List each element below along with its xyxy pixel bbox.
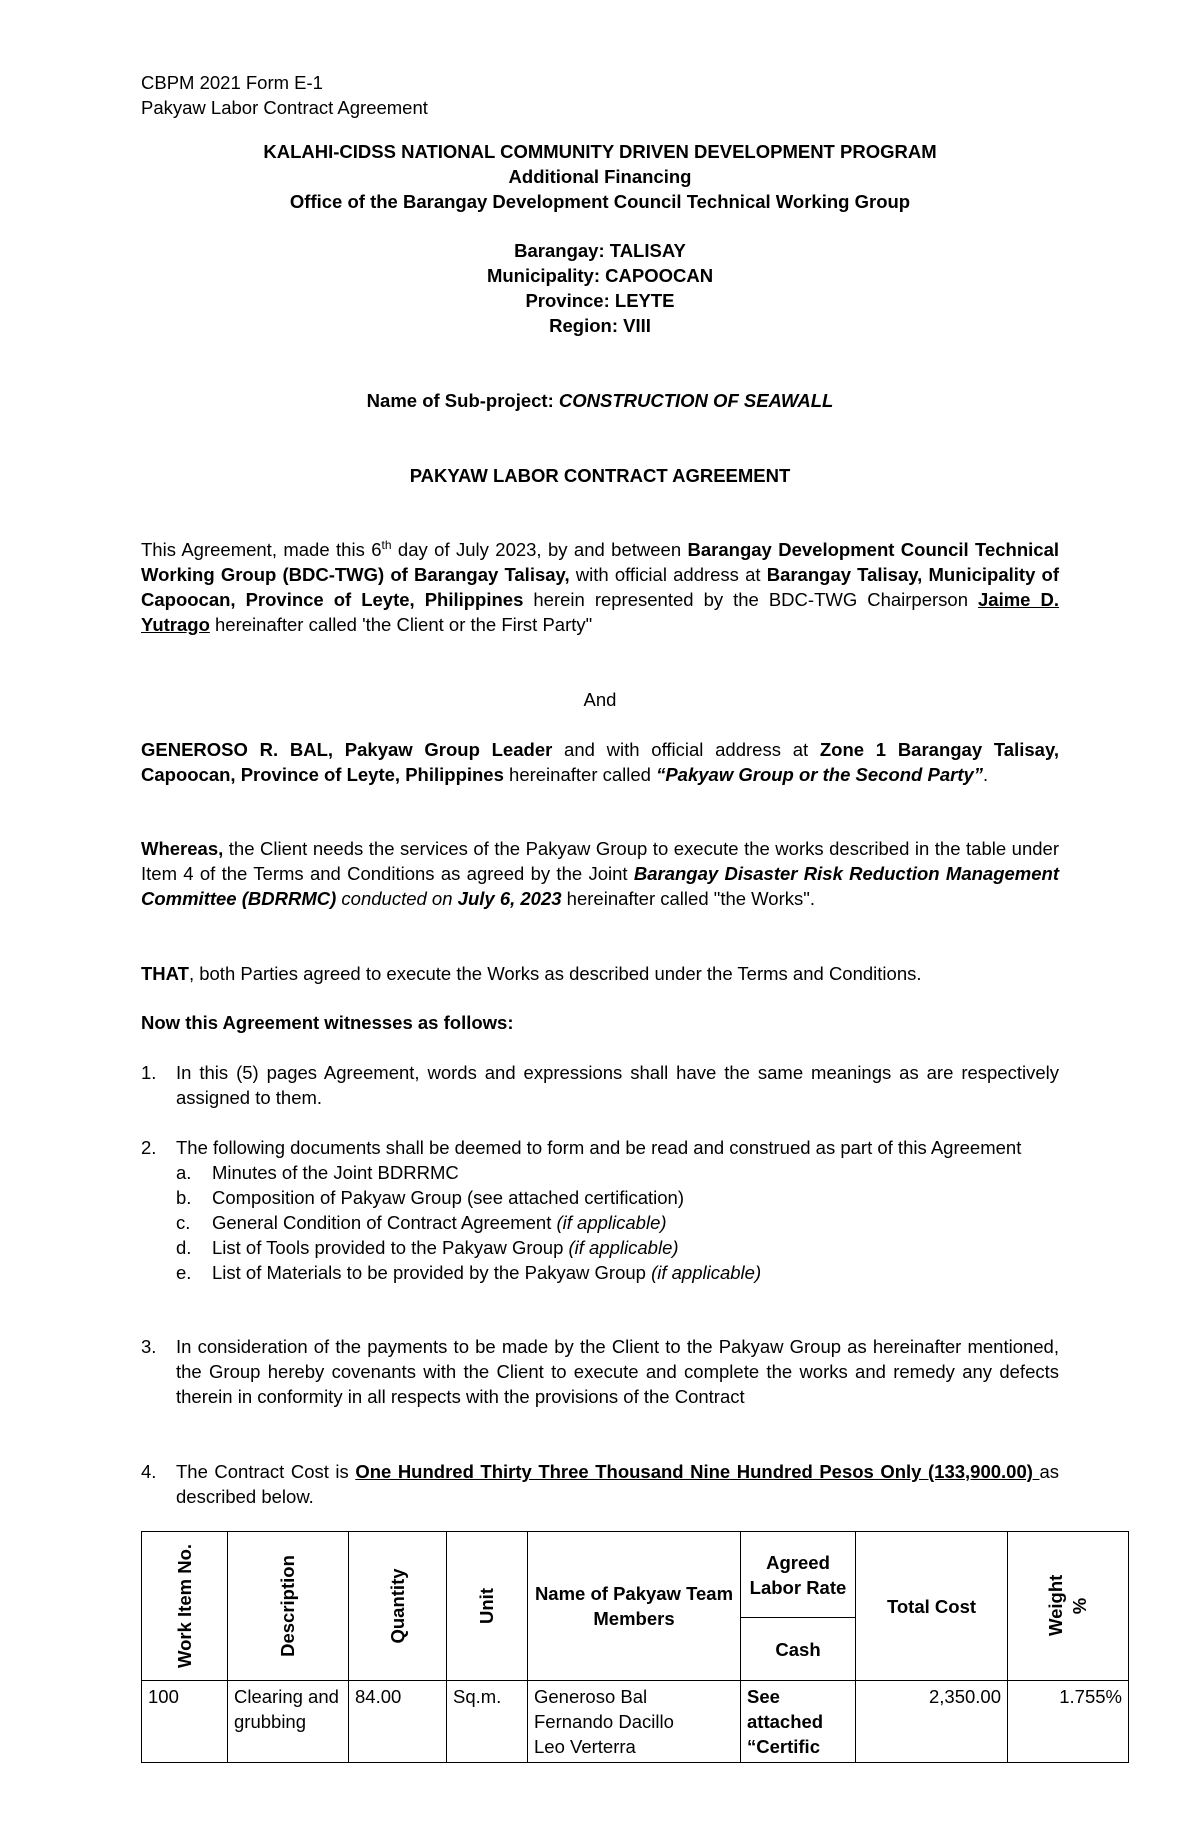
cell-weight: 1.755% bbox=[1008, 1681, 1129, 1763]
form-title: Pakyaw Labor Contract Agreement bbox=[141, 97, 428, 118]
cell-rate: See attached “Certific bbox=[741, 1681, 856, 1763]
table-header-row bbox=[142, 1532, 1129, 1618]
list-text: In consideration of the payments to be made by the Client to the Pakyaw Group as hereinafter mentioned, the Group hereby covenants with the Client to execute and complete the works and remedy any defects therein in conformity in all respects with the provisions of the Contract bbox=[176, 1336, 1059, 1407]
header-quantity bbox=[349, 1532, 447, 1681]
header-text: Weight % bbox=[1045, 1574, 1090, 1636]
sub-text: General Condition of Contract Agreement bbox=[212, 1212, 557, 1233]
intro-text: hereinafter called "the Works". bbox=[561, 888, 815, 909]
list-number: 1. bbox=[141, 1062, 157, 1083]
sub-text: Minutes of the Joint BDRRMC bbox=[212, 1162, 459, 1183]
list-number: 2. bbox=[141, 1137, 157, 1158]
list-item bbox=[141, 1135, 1059, 1285]
sub-letter: a. bbox=[176, 1162, 192, 1183]
office-line: Office of the Barangay Development Council Technical Working Group bbox=[289, 191, 911, 212]
list-text bbox=[176, 1459, 1059, 1509]
subproject-label: Name of Sub-project: bbox=[366, 390, 559, 411]
municipality-line: Municipality: CAPOOCAN bbox=[486, 265, 714, 286]
list-item bbox=[141, 1060, 1059, 1110]
list-number: 4. bbox=[141, 1461, 157, 1482]
header-description bbox=[228, 1532, 349, 1681]
header-text: Work Item No. bbox=[173, 1543, 195, 1669]
meeting-date: July 6, 2023 bbox=[457, 888, 562, 909]
intro-text: This Agreement, made this 6 bbox=[141, 539, 382, 560]
list-text: In this (5) pages Agreement, words and expressions shall have the same meanings as are respectively assigned to them. bbox=[176, 1062, 1059, 1108]
subproject-line bbox=[141, 388, 1059, 413]
header-rate: Agreed Labor Rate bbox=[741, 1532, 856, 1618]
contract-cost-amount: One Hundred Thirty Three Thousand Nine Hundred Pesos Only (133,900.00) bbox=[355, 1461, 1040, 1482]
cell-unit: Sq.m. bbox=[447, 1681, 528, 1763]
agreement-title: PAKYAW LABOR CONTRACT AGREEMENT bbox=[409, 465, 791, 486]
financing-line: Additional Financing bbox=[508, 166, 692, 187]
sub-list-item bbox=[176, 1260, 1059, 1285]
intro-text: and with official address at bbox=[552, 739, 820, 760]
form-code: CBPM 2021 Form E-1 bbox=[141, 72, 323, 93]
program-title: KALAHI-CIDSS NATIONAL COMMUNITY DRIVEN DEVELOPMENT PROGRAM bbox=[263, 141, 937, 162]
intro-text: , both Parties agreed to execute the Works as described under the Terms and Conditions. bbox=[188, 963, 922, 984]
intro-text: with official address at bbox=[569, 564, 767, 585]
sub-list-item bbox=[176, 1210, 1059, 1235]
header-members: Name of Pakyaw Team Members bbox=[528, 1532, 741, 1681]
header-text: Description bbox=[277, 1555, 298, 1657]
sub-list-item bbox=[176, 1235, 1059, 1260]
cell-quantity: 84.00 bbox=[349, 1681, 447, 1763]
cell-description: Clearing and grubbing bbox=[228, 1681, 349, 1763]
list-item bbox=[141, 1334, 1059, 1409]
intro-text: . bbox=[983, 764, 989, 785]
intro-text: the Client needs the services of the Pakyaw Group to execute the works described in the table under Item 4 of the Terms and Conditions as agreed by the Joint bbox=[141, 838, 1059, 884]
intro-text: hereinafter called 'the Client or the First Party" bbox=[209, 614, 593, 635]
sub-note: (if applicable) bbox=[568, 1237, 679, 1258]
header-text: Unit bbox=[476, 1588, 497, 1624]
sub-note: (if applicable) bbox=[556, 1212, 667, 1233]
first-party-name: Barangay Development Council Technical Working Group (BDC-TWG) of Barangay Talisay, bbox=[141, 539, 1060, 585]
committee-name: Barangay Disaster Risk Reduction Management Committee (BDRRMC) bbox=[141, 863, 1059, 909]
intro-text: day of July 2023, by and between bbox=[391, 539, 688, 560]
second-party-paragraph bbox=[141, 737, 1059, 787]
sub-letter: e. bbox=[176, 1262, 192, 1283]
chairperson-name: Jaime D. Yutrago bbox=[141, 589, 1059, 635]
header-cash: Cash bbox=[741, 1618, 856, 1681]
member-name: Fernando Dacillo bbox=[534, 1711, 674, 1732]
sub-list-item bbox=[176, 1185, 1059, 1210]
sub-note: (if applicable) bbox=[651, 1262, 762, 1283]
form-code-block bbox=[141, 70, 428, 120]
list-text: The following documents shall be deemed to form and be read and construed as part of this Agreement bbox=[176, 1137, 1022, 1158]
list-text-block bbox=[176, 1135, 1059, 1285]
contract-cost-text: as described below. bbox=[176, 1461, 1059, 1507]
header-total: Total Cost bbox=[856, 1532, 1008, 1681]
header-weight bbox=[1008, 1532, 1129, 1681]
sub-text: List of Tools provided to the Pakyaw Group bbox=[212, 1237, 569, 1258]
sub-letter: d. bbox=[176, 1237, 192, 1258]
sub-text: Composition of Pakyaw Group (see attached certification) bbox=[212, 1187, 684, 1208]
header-text: Quantity bbox=[386, 1568, 408, 1644]
header-work-item bbox=[142, 1532, 228, 1681]
intro-text: herein represented by the BDC-TWG Chairperson bbox=[523, 589, 979, 610]
subproject-name: CONSTRUCTION OF SEAWALL bbox=[558, 390, 834, 411]
sub-list-item bbox=[176, 1160, 1059, 1185]
list-item bbox=[141, 1459, 1059, 1509]
intro-text: conducted on bbox=[336, 888, 458, 909]
member-name: Generoso Bal bbox=[534, 1686, 648, 1707]
first-party-address: Barangay Talisay, Municipality of Capoocan, Province of Leyte, Philippines bbox=[141, 564, 1060, 610]
ordinal-suffix: th bbox=[381, 537, 392, 552]
whereas-label: Whereas, bbox=[141, 838, 224, 859]
contract-cost-table bbox=[141, 1531, 1129, 1763]
and-line: And bbox=[583, 689, 617, 710]
that-label: THAT bbox=[141, 963, 189, 984]
list-number: 3. bbox=[141, 1336, 157, 1357]
province-line: Province: LEYTE bbox=[525, 290, 675, 311]
sub-letter: c. bbox=[176, 1212, 191, 1233]
second-party-name: GENEROSO R. BAL, Pakyaw Group Leader bbox=[141, 739, 553, 760]
region-line: Region: VIII bbox=[549, 315, 651, 336]
that-paragraph bbox=[141, 961, 1059, 986]
barangay-line: Barangay: TALISAY bbox=[514, 240, 686, 261]
second-party-designation: “Pakyaw Group or the Second Party” bbox=[656, 764, 984, 785]
sub-letter: b. bbox=[176, 1187, 192, 1208]
header-unit bbox=[447, 1532, 528, 1681]
member-name: Leo Verterra bbox=[534, 1736, 636, 1757]
second-party-address: Zone 1 Barangay Talisay, Capoocan, Province of Leyte, Philippines bbox=[141, 739, 1059, 785]
table-row bbox=[142, 1681, 1129, 1763]
intro-paragraph bbox=[141, 537, 1059, 637]
witness-heading: Now this Agreement witnesses as follows: bbox=[141, 1012, 514, 1033]
contract-cost-text: The Contract Cost is bbox=[176, 1461, 356, 1482]
cell-work-item: 100 bbox=[142, 1681, 228, 1763]
whereas-paragraph bbox=[141, 836, 1059, 911]
intro-text: hereinafter called bbox=[503, 764, 657, 785]
sub-text: List of Materials to be provided by the Pakyaw Group bbox=[212, 1262, 652, 1283]
cell-members bbox=[528, 1681, 741, 1763]
cell-total: 2,350.00 bbox=[856, 1681, 1008, 1763]
